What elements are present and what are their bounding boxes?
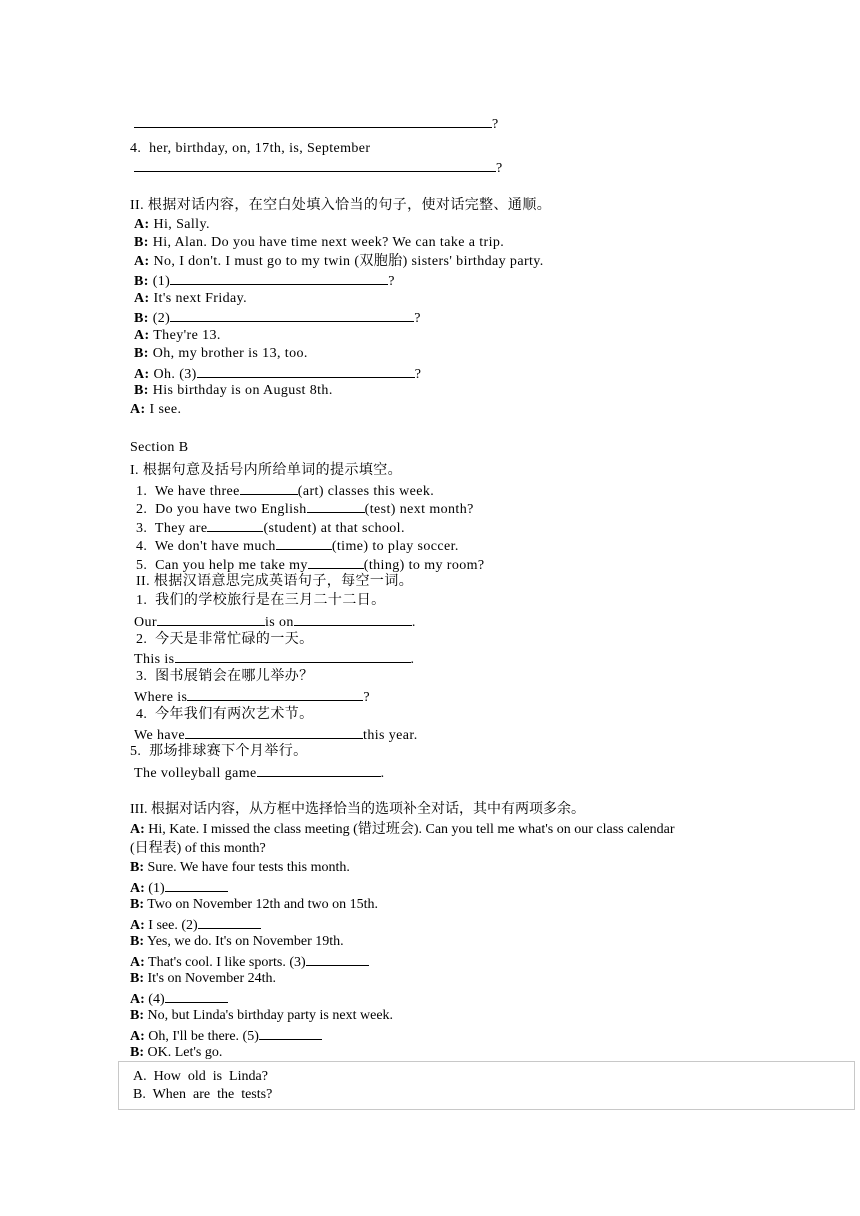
dialogue-line: A: Oh, I'll be there. (5) — [130, 1026, 322, 1046]
dialogue-line: B: His birthday is on August 8th. — [134, 383, 333, 398]
translation-prompt: 1. 我们的学校旅行是在三月二十二日。 — [136, 593, 386, 608]
translation-prompt: 5. 那场排球赛下个月举行。 — [130, 744, 308, 759]
dialogue-line: B: Sure. We have four tests this month. — [130, 860, 350, 875]
answer-blank[interactable] — [134, 158, 496, 172]
dialogue-line: A: No, I don't. I must go to my twin (双胞胎) sisters' birthday party. — [134, 254, 544, 269]
answer-blank[interactable] — [197, 364, 415, 378]
dialogue-line: A: They're 13. — [134, 328, 221, 343]
sb-part1-heading: I. 根据句意及括号内所给单词的提示填空。 — [130, 463, 403, 478]
option-b: B. When are the tests? — [133, 1087, 273, 1102]
options-box — [118, 1061, 855, 1110]
answer-blank[interactable] — [185, 725, 363, 739]
answer-blank[interactable] — [308, 555, 364, 569]
dialogue-line: B: OK. Let's go. — [130, 1045, 223, 1060]
fill-item: 5. Can you help me take my (thing) to my room? — [136, 555, 485, 575]
dialogue-line: A: It's next Friday. — [134, 291, 248, 306]
dialogue-line: A: I see. (2) — [130, 915, 261, 935]
dialogue-line: A: That's cool. I like sports. (3) — [130, 952, 369, 972]
translation-prompt: 3. 图书展销会在哪儿举办？ — [136, 669, 314, 684]
translation-prompt: 4. 今年我们有两次艺术节。 — [136, 707, 314, 722]
section-b-title: Section B — [130, 440, 189, 455]
dialogue-line: B: Two on November 12th and two on 15th. — [130, 897, 379, 912]
translation-answer: This is . — [134, 649, 414, 669]
answer-blank[interactable] — [306, 952, 369, 966]
fill-item: 4. We don't have much (time) to play soccer. — [136, 536, 459, 556]
answer-blank[interactable] — [207, 518, 263, 532]
answer-blank[interactable] — [170, 271, 388, 285]
dialogue-line: A: Hi, Kate. I missed the class meeting (错过班会). Can you tell me what's on our class calendar — [130, 822, 675, 837]
translation-answer: We have this year. — [134, 725, 418, 745]
fill-item: 2. Do you have two English (test) next month? — [136, 499, 474, 519]
part2-heading: II. 根据对话内容，在空白处填入恰当的句子，使对话完整、通顺。 — [130, 198, 552, 213]
q4-answer-line: ? — [134, 158, 502, 178]
dialogue-line: A: I see. — [130, 402, 182, 417]
answer-blank[interactable] — [170, 308, 414, 322]
translation-answer: Where is ? — [134, 687, 370, 707]
dialogue-line: B: It's on November 24th. — [130, 971, 277, 986]
dialogue-line: A: (4) — [130, 989, 228, 1009]
dialogue-line: B: No, but Linda's birthday party is next week. — [130, 1008, 394, 1023]
dialogue-line: A: (1) — [130, 878, 228, 898]
sb-part2-heading: II. 根据汉语意思完成英语句子，每空一词。 — [136, 574, 414, 589]
answer-blank[interactable] — [276, 536, 332, 550]
answer-blank[interactable] — [259, 1026, 322, 1040]
answer-blank[interactable] — [240, 481, 298, 495]
dialogue-line: A: Oh. (3) ? — [134, 364, 421, 384]
translation-prompt: 2. 今天是非常忙碌的一天。 — [136, 632, 314, 647]
q4-prompt: 4. her, birthday, on, 17th, is, September — [130, 141, 371, 156]
dialogue-line: B: (1) ? — [134, 271, 395, 291]
translation-answer: Our is on . — [134, 612, 416, 632]
dialogue-line: B: Yes, we do. It's on November 19th. — [130, 934, 344, 949]
answer-blank[interactable] — [157, 612, 265, 626]
answer-blank[interactable] — [175, 649, 411, 663]
q3-answer-line: ? — [134, 114, 498, 134]
dialogue-line: A: Hi, Sally. — [134, 217, 210, 232]
fill-item: 3. They are (student) at that school. — [136, 518, 405, 538]
dialogue-line: B: Hi, Alan. Do you have time next week? We can take a trip. — [134, 235, 505, 250]
answer-blank[interactable] — [198, 915, 261, 929]
answer-blank[interactable] — [307, 499, 365, 513]
answer-blank[interactable] — [294, 612, 412, 626]
dialogue-line: B: Oh, my brother is 13, too. — [134, 346, 308, 361]
translation-answer: The volleyball game . — [134, 763, 385, 783]
answer-blank[interactable] — [187, 687, 363, 701]
answer-blank[interactable] — [165, 878, 228, 892]
fill-item: 1. We have three (art) classes this week. — [136, 481, 434, 501]
answer-blank[interactable] — [257, 763, 381, 777]
option-a: A. How old is Linda? — [133, 1069, 268, 1084]
sb-part3-heading: III. 根据对话内容，从方框中选择恰当的选项补全对话，其中有两项多余。 — [130, 802, 585, 817]
answer-blank[interactable] — [134, 114, 492, 128]
dialogue-line: B: (2) ? — [134, 308, 421, 328]
answer-blank[interactable] — [165, 989, 228, 1003]
dialogue-line: (日程表) of this month? — [130, 841, 266, 856]
